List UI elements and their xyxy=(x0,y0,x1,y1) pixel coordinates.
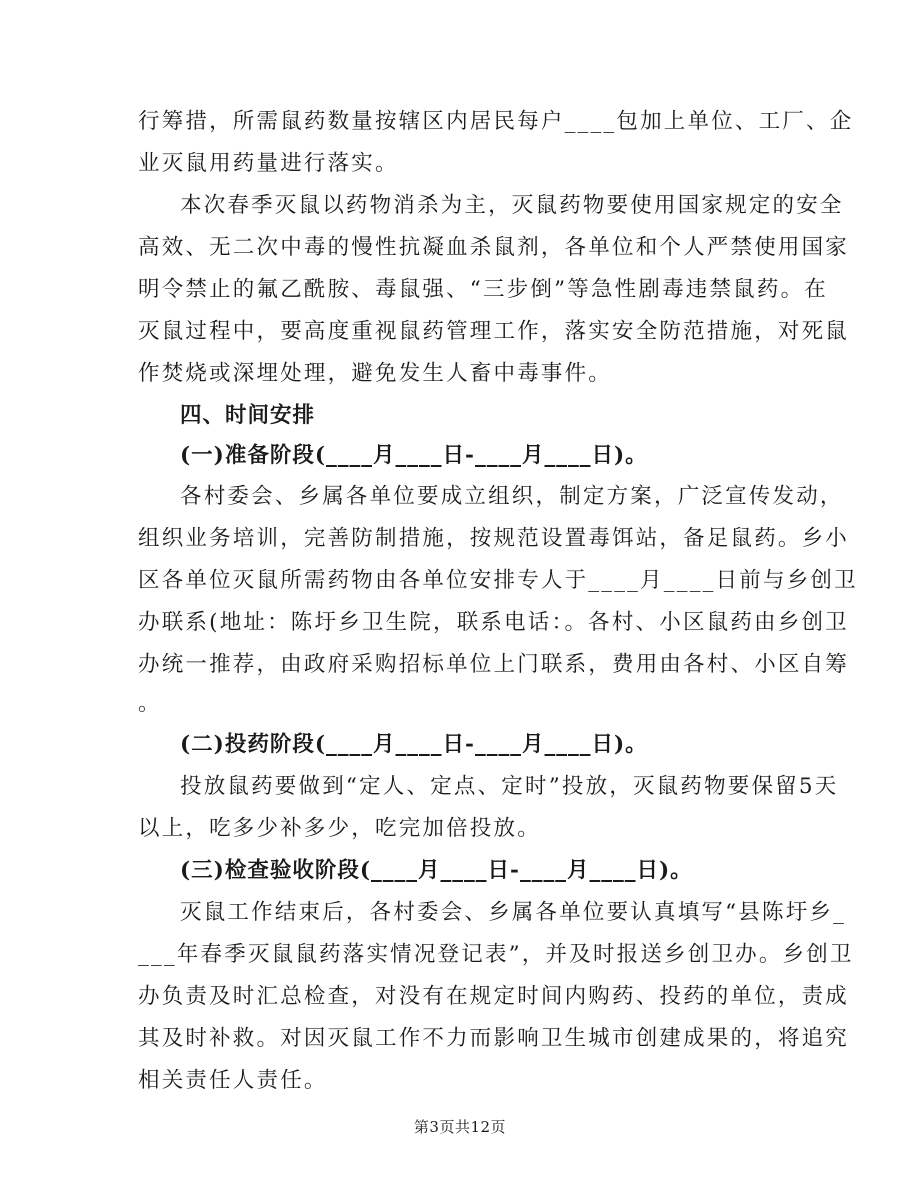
paragraph-line: 灭鼠过程中，要高度重视鼠药管理工作，落实安全防范措施，对死鼠 xyxy=(138,319,850,344)
paragraph-line: 区各单位灭鼠所需药物由各单位安排专人于____月____日前与乡创卫 xyxy=(138,568,858,593)
paragraph-line: 办负责及时汇总检查，对没有在规定时间内购药、投药的单位，责成 xyxy=(138,984,850,1009)
paragraph-line: 高效、无二次中毒的慢性抗凝血杀鼠剂，各单位和个人严禁使用国家 xyxy=(138,235,850,260)
paragraph-line: 各村委会、乡属各单位要成立组织，制定方案，广泛宣传发动， xyxy=(180,484,844,509)
paragraph-line: 投放鼠药要做到“定人、定点、定时”投放，灭鼠药物要保留5天 xyxy=(180,774,839,799)
paragraph-line: 办联系(地址：陈圩乡卫生院，联系电话：。各村、小区鼠药由乡创卫 xyxy=(138,610,849,635)
paragraph-line: ___年春季灭鼠鼠药落实情况登记表”，并及时报送乡创卫办。乡创卫 xyxy=(138,942,854,967)
paragraph-line: 业灭鼠用药量进行落实。 xyxy=(138,151,399,176)
paragraph-line: 明令禁止的氟乙酰胺、毒鼠强、“三步倒”等急性剧毒违禁鼠药。在 xyxy=(138,277,828,302)
paragraph-line: 以上，吃多少补多少，吃完加倍投放。 xyxy=(138,816,541,841)
section-heading: 四、时间安排 xyxy=(180,403,316,428)
page-number-footer: 第3页共12页 xyxy=(413,1118,507,1136)
paragraph-line: 办统一推荐，由政府采购招标单位上门联系，费用由各村、小区自筹 xyxy=(138,652,850,677)
paragraph-line: 组织业务培训，完善防制措施，按规范设置毒饵站，备足鼠药。乡小 xyxy=(138,526,850,551)
paragraph-line: 作焚烧或深埋处理，避免发生人畜中毒事件。 xyxy=(138,361,613,386)
paragraph-line: 行筹措，所需鼠药数量按辖区内居民每户____包加上单位、工厂、企 xyxy=(138,109,854,134)
paragraph-line: 。 xyxy=(138,691,162,716)
subsection-heading: (一)准备阶段(____月____日-____月____日)。 xyxy=(180,443,648,468)
paragraph-line: 其及时补救。对因灭鼠工作不力而影响卫生城市创建成果的，将追究 xyxy=(138,1026,850,1051)
paragraph-line: 本次春季灭鼠以药物消杀为主，灭鼠药物要使用国家规定的安全 xyxy=(180,193,844,218)
subsection-heading: (二)投药阶段(____月____日-____月____日)。 xyxy=(180,732,648,757)
paragraph-line: 相关责任人责任。 xyxy=(138,1068,328,1093)
subsection-heading: (三)检查验收阶段(____月____日-____月____日)。 xyxy=(180,858,693,883)
paragraph-line: 灭鼠工作结束后，各村委会、乡属各单位要认真填写“县陈圩乡_ xyxy=(180,900,847,925)
